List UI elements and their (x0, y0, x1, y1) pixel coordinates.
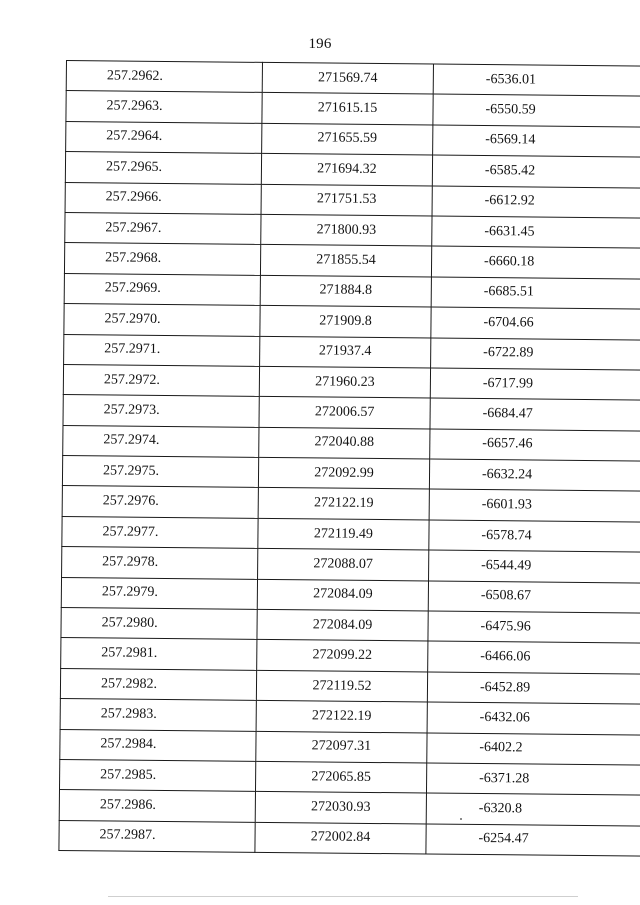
point-id-cell: 257.2981. (61, 638, 257, 670)
scan-speck (460, 818, 462, 820)
point-id-cell: 257.2980. (61, 608, 257, 640)
point-id-cell: 257.2983. (60, 699, 256, 731)
coordinates-table-container (58, 60, 571, 856)
y-coordinate-cell: -6508.67 (428, 581, 640, 614)
y-coordinate-cell: -6402.2 (427, 733, 640, 766)
point-id-cell: 257.2972. (63, 364, 259, 396)
point-id-cell: 257.2987. (59, 820, 255, 852)
point-id-cell: 257.2963. (66, 91, 262, 123)
x-coordinate-cell: 272006.57 (259, 397, 430, 429)
point-id-cell: 257.2970. (64, 304, 260, 336)
point-id-cell: 257.2967. (65, 212, 261, 244)
x-coordinate-cell: 271751.53 (261, 184, 432, 216)
y-coordinate-cell: -6452.89 (427, 672, 640, 705)
point-id-cell: 257.2975. (62, 456, 258, 488)
point-id-cell: 257.2964. (66, 121, 262, 153)
x-coordinate-cell: 272122.19 (258, 488, 429, 520)
y-coordinate-cell: -6704.66 (431, 307, 640, 340)
y-coordinate-cell: -6717.99 (430, 368, 640, 401)
point-id-cell: 257.2976. (62, 486, 258, 518)
coordinates-table (58, 60, 640, 857)
y-coordinate-cell: -6685.51 (431, 277, 640, 310)
y-coordinate-cell: -6601.93 (429, 489, 640, 522)
x-coordinate-cell: 272099.22 (257, 640, 428, 672)
y-coordinate-cell: -6585.42 (432, 155, 640, 188)
scan-bottom-line (108, 896, 578, 897)
y-coordinate-cell: -6612.92 (432, 186, 640, 219)
x-coordinate-cell: 272084.09 (257, 579, 428, 611)
table-row (59, 820, 640, 856)
point-id-cell: 257.2968. (64, 243, 260, 275)
x-coordinate-cell: 272088.07 (258, 549, 429, 581)
page-number: 196 (308, 36, 332, 52)
y-coordinate-cell: -6632.24 (429, 459, 640, 492)
x-coordinate-cell: 272040.88 (259, 427, 430, 459)
y-coordinate-cell: -6722.89 (431, 338, 640, 371)
y-coordinate-cell: -6550.59 (433, 94, 640, 127)
point-id-cell: 257.2986. (59, 790, 255, 822)
x-coordinate-cell: 271937.4 (260, 336, 431, 368)
point-id-cell: 257.2977. (62, 516, 258, 548)
x-coordinate-cell: 272084.09 (257, 609, 428, 641)
y-coordinate-cell: -6432.06 (427, 702, 640, 735)
y-coordinate-cell: -6684.47 (430, 398, 640, 431)
y-coordinate-cell: -6578.74 (429, 520, 640, 553)
x-coordinate-cell: 271694.32 (261, 154, 432, 186)
point-id-cell: 257.2982. (60, 668, 256, 700)
point-id-cell: 257.2962. (66, 61, 262, 93)
point-id-cell: 257.2974. (63, 425, 259, 457)
point-id-cell: 257.2978. (62, 547, 258, 579)
point-id-cell: 257.2969. (64, 273, 260, 305)
point-id-cell: 257.2985. (59, 759, 255, 791)
x-coordinate-cell: 272065.85 (255, 761, 426, 793)
point-id-cell: 257.2984. (60, 729, 256, 761)
x-coordinate-cell: 272030.93 (255, 792, 426, 824)
y-coordinate-cell: -6657.46 (430, 429, 640, 462)
x-coordinate-cell: 272119.49 (258, 518, 429, 550)
y-coordinate-cell: -6466.06 (428, 641, 640, 674)
y-coordinate-cell: -6371.28 (426, 763, 640, 796)
x-coordinate-cell: 271909.8 (260, 306, 431, 338)
point-id-cell: 257.2965. (65, 152, 261, 184)
point-id-cell: 257.2971. (64, 334, 260, 366)
x-coordinate-cell: 272002.84 (255, 822, 426, 854)
y-coordinate-cell: -6536.01 (433, 64, 640, 97)
x-coordinate-cell: 272092.99 (258, 457, 429, 489)
y-coordinate-cell: -6631.45 (432, 216, 640, 249)
x-coordinate-cell: 272097.31 (256, 731, 427, 763)
x-coordinate-cell: 271655.59 (262, 123, 433, 155)
coordinates-table-body (59, 61, 640, 857)
y-coordinate-cell: -6569.14 (433, 125, 640, 158)
x-coordinate-cell: 271800.93 (261, 214, 432, 246)
x-coordinate-cell: 272122.19 (256, 701, 427, 733)
x-coordinate-cell: 271615.15 (262, 93, 433, 125)
y-coordinate-cell: -6660.18 (431, 246, 640, 279)
y-coordinate-cell: -6254.47 (426, 824, 640, 857)
x-coordinate-cell: 271569.74 (262, 62, 433, 94)
x-coordinate-cell: 271960.23 (259, 366, 430, 398)
y-coordinate-cell: -6475.96 (428, 611, 640, 644)
y-coordinate-cell: -6544.49 (429, 550, 640, 583)
point-id-cell: 257.2966. (65, 182, 261, 214)
y-coordinate-cell: -6320.8 (426, 793, 640, 826)
x-coordinate-cell: 272119.52 (256, 670, 427, 702)
point-id-cell: 257.2979. (61, 577, 257, 609)
x-coordinate-cell: 271855.54 (260, 245, 431, 277)
point-id-cell: 257.2973. (63, 395, 259, 427)
x-coordinate-cell: 271884.8 (260, 275, 431, 307)
